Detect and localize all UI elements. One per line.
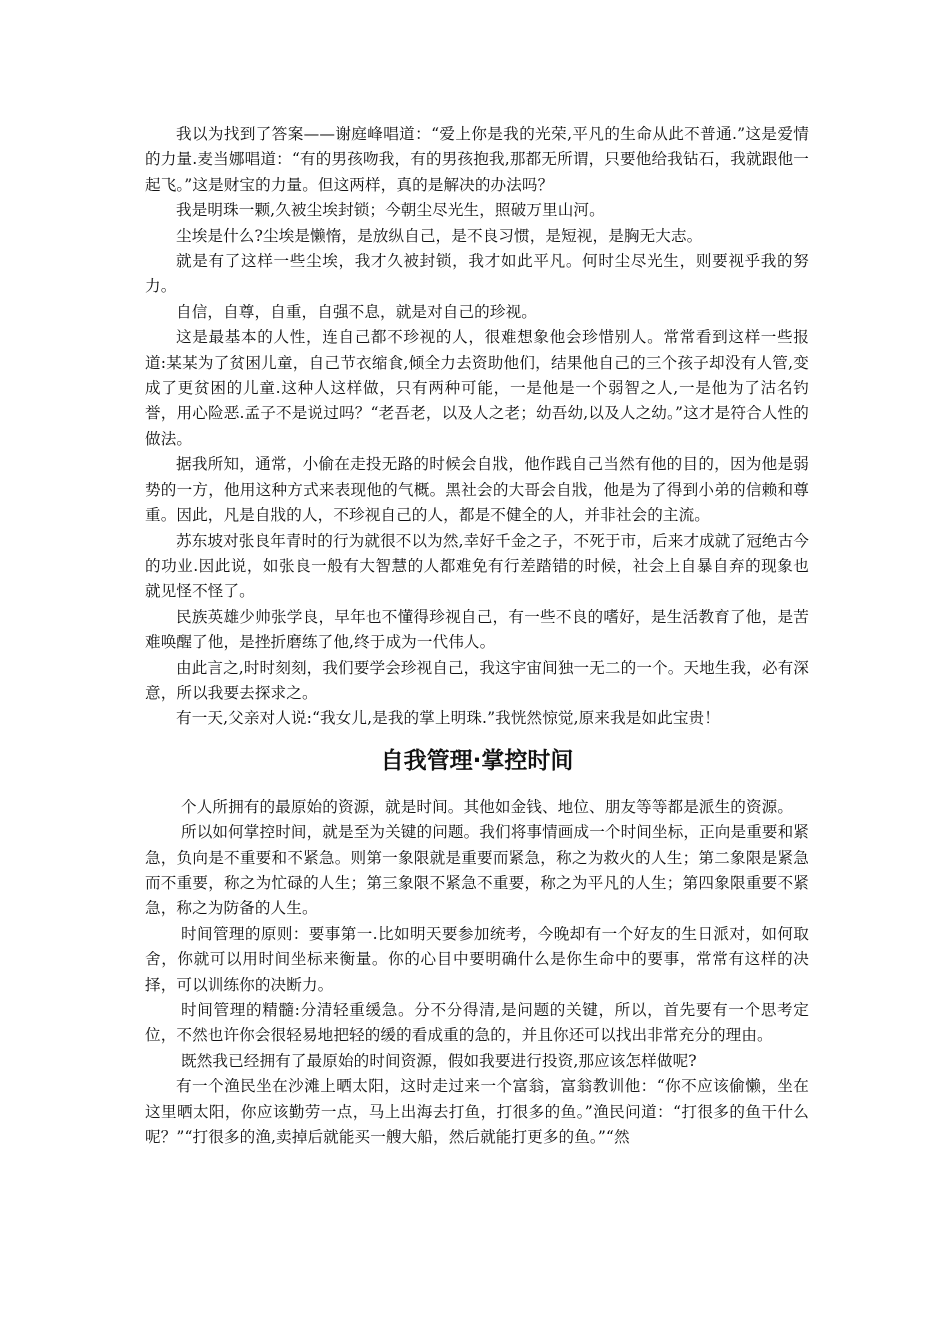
paragraph: 民族英雄少帅张学良，早年也不懂得珍视自己，有一些不良的嗜好，是生活教育了他，是苦难唤醒了他，是挫折磨练了他,终于成为一代伟人。	[145, 607, 809, 652]
section-self-value	[145, 122, 809, 732]
paragraph: 据我所知，通常，小偷在走投无路的时候会自戕，他作践自己当然有他的目的，因为他是弱势的一方，他用这种方式来表现他的气概。黑社会的大哥会自戕，他是为了得到小弟的信赖和尊重。因此，凡是自戕的人，不珍视自己的人，都是不健全的人，并非社会的主流。	[145, 455, 809, 525]
paragraph: 就是有了这样一些尘埃，我才久被封锁，我才如此平凡。何时尘尽光生，则要视乎我的努力。	[145, 252, 809, 296]
paragraph: 所以如何掌控时间，就是至为关键的问题。我们将事情画成一个时间坐标，正向是重要和紧急，负向是不重要和不紧急。则第一象限就是重要而紧急，称之为救火的人生；第二象限是紧急而不重要，称之为忙碌的人生；第三象限不紧急不重要，称之为平凡的人生；第四象限重要不紧急，称之为防备的人生。	[145, 823, 809, 918]
text-column	[145, 122, 809, 1150]
paragraph: 我以为找到了答案——谢庭峰唱道：“爱上你是我的光荣,平凡的生命从此不普通.”这是爱情的力量.麦当娜唱道：“有的男孩吻我，有的男孩抱我,那都无所谓，只要他给我钻石，我就跟他一起飞。”这是财宝的力量。但这两样，真的是解决的办法吗？	[145, 125, 809, 194]
paragraph: 时间管理的原则：要事第一.比如明天要参加统考，今晚却有一个好友的生日派对，如何取舍，你就可以用时间坐标来衡量。你的心目中要明确什么是你生命中的要事，常常有这样的决择，可以训练你的决断力。	[145, 924, 809, 994]
paragraph: 这是最基本的人性，连自己都不珍视的人，很难想象他会珍惜别人。常常看到这样一些报道:某某为了贫困儿童，自己节衣缩食,倾全力去资助他们，结果他自己的三个孩子却没有人管,变成了更贫困的儿童.这种人这样做，只有两种可能，一是他是一个弱智之人,一是他为了沽名钓誉，用心险恶.孟子不是说过吗？“老吾老，以及人之老；幼吾幼,以及人之幼。”这才是符合人性的做法。	[145, 328, 809, 448]
paragraph: 既然我已经拥有了最原始的时间资源，假如我要进行投资,那应该怎样做呢?	[181, 1051, 697, 1070]
section-heading: 自我管理·掌控时间	[380, 747, 574, 774]
paragraph: 我是明珠一颗,久被尘埃封锁；今朝尘尽光生，照破万里山河。	[176, 201, 605, 220]
paragraph: 有一天,父亲对人说:“我女儿,是我的掌上明珠.”我恍然惊觉,原来我是如此宝贵！	[176, 709, 720, 728]
paragraph: 有一个渔民坐在沙滩上晒太阳，这时走过来一个富翁，富翁教训他：“你不应该偷懒，坐在这里晒太阳，你应该勤劳一点，马上出海去打鱼，打很多的鱼。”渔民问道：“打很多的鱼干什么呢？”“打很多的渔,卖掉后就能买一艘大船，然后就能打更多的鱼。”“然	[145, 1077, 809, 1147]
paragraph: 尘埃是什么?尘埃是懒惰，是放纵自己，是不良习惯，是短视，是胸无大志。	[176, 226, 703, 245]
paragraph: 时间管理的精髓:分清轻重缓急。分不分得清,是问题的关键，所以，首先要有一个思考定位，不然也许你会很轻易地把轻的缓的看成重的急的，并且你还可以找出非常充分的理由。	[145, 1001, 809, 1045]
paragraph: 个人所拥有的最原始的资源，就是时间。其他如金钱、地位、朋友等等都是派生的资源。	[181, 797, 794, 816]
paragraph: 苏东坡对张良年青时的行为就很不以为然,幸好千金之子，不死于市，后来才成就了冠绝古今的功业.因此说，如张良一般有大智慧的人都难免有行差踏错的时候，社会上自暴自弃的现象也就见怪不怪了。	[145, 531, 809, 601]
paragraph: 由此言之,时时刻刻，我们要学会珍视自己，我这宇宙间独一无二的一个。天地生我，必有深意，所以我要去探求之。	[145, 658, 809, 702]
paragraph: 自信，自尊，自重，自强不息，就是对自己的珍视。	[176, 302, 537, 321]
section-time-management	[145, 795, 809, 1151]
